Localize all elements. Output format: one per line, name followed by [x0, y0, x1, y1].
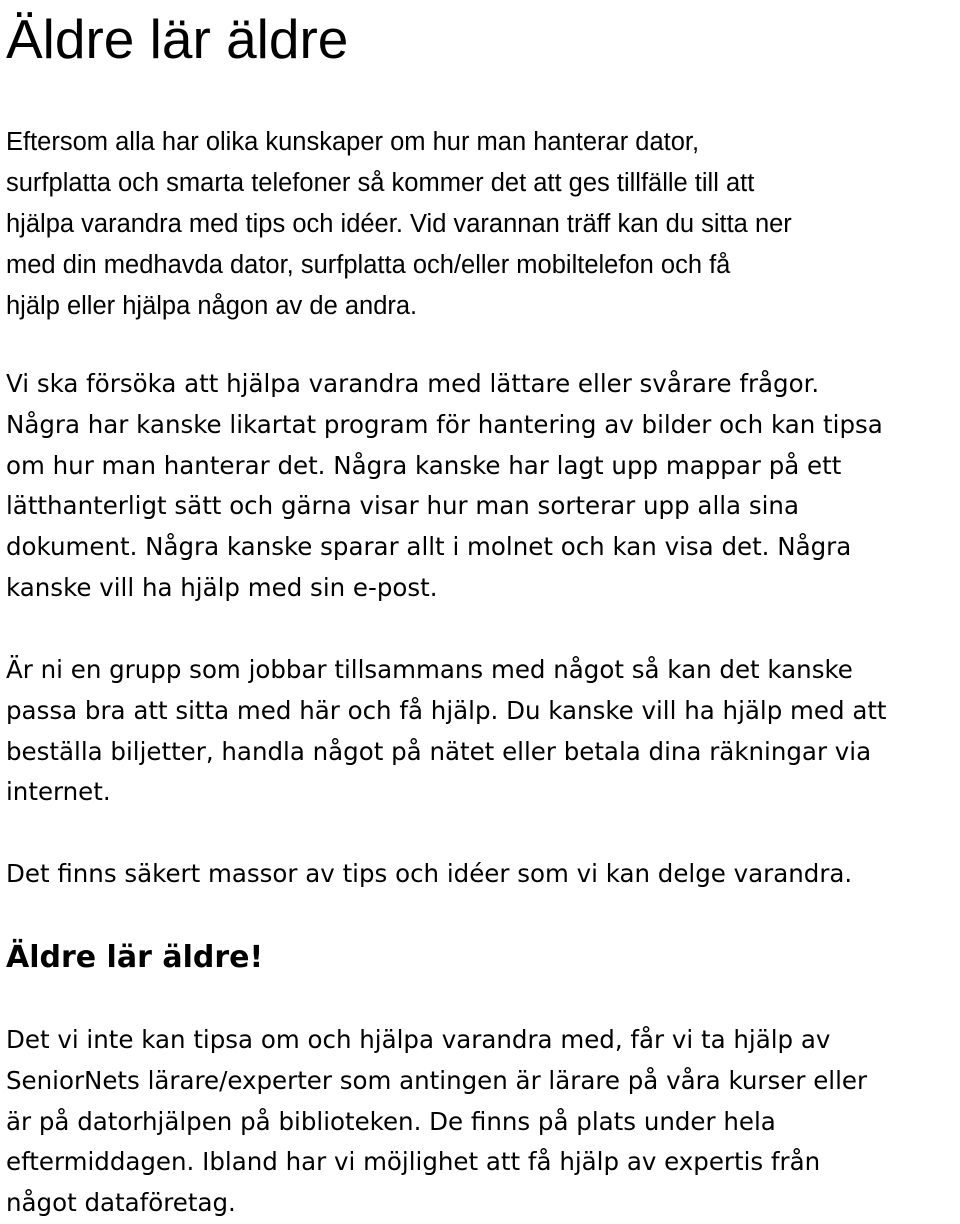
paragraph-line: Det vi inte kan tipsa om och hjälpa varandra med, får vi ta hjälp av	[6, 1025, 831, 1054]
paragraph-line: Eftersom alla har olika kunskaper om hur man hanterar dator,	[6, 128, 700, 156]
paragraph-line: passa bra att sitta med här och få hjälp. Du kanske vill ha hjälp med att	[6, 695, 887, 725]
document-title: Äldre lär äldre	[6, 8, 349, 70]
paragraph-help-each-other	[6, 364, 883, 609]
paragraph-experts	[6, 1020, 867, 1224]
paragraph-line: med din medhavda dator, surfplatta och/eller mobiltelefon och få	[6, 251, 731, 279]
paragraph-line: SeniorNets lärare/experter som antingen är lärare på våra kurser eller	[6, 1065, 868, 1095]
paragraph-line: internet.	[6, 777, 111, 807]
paragraph-line: något dataföretag.	[6, 1188, 236, 1218]
paragraph-line: eftermiddagen. Ibland har vi möjlighet att få hjälp av expertis från	[6, 1147, 821, 1177]
paragraph-line: är på datorhjälpen på biblioteken. De finns på plats under hela	[6, 1106, 776, 1136]
paragraph-line: Några har kanske likartat program för hantering av bilder och kan tipsa	[6, 409, 883, 439]
paragraph-line: dokument. Några kanske sparar allt i molnet och kan visa det. Några	[6, 532, 852, 562]
subheading: Äldre lär äldre!	[6, 940, 264, 975]
paragraph-tips	[6, 854, 852, 895]
paragraph-line: beställa biljetter, handla något på nätet eller betala dina räkningar via	[6, 736, 872, 766]
paragraph-line: hjälpa varandra med tips och idéer. Vid varannan träff kan du sitta ner	[6, 210, 792, 238]
paragraph-intro	[6, 122, 792, 327]
paragraph-groups	[6, 650, 887, 813]
paragraph-line: hjälp eller hjälpa någon av de andra.	[6, 292, 418, 320]
paragraph-line: Är ni en grupp som jobbar tillsammans med något så kan det kanske	[6, 655, 853, 684]
paragraph-line: surfplatta och smarta telefoner så kommer det att ges tillfälle till att	[6, 169, 755, 197]
paragraph-line: Det finns säkert massor av tips och idéer som vi kan delge varandra.	[6, 859, 853, 888]
paragraph-line: om hur man hanterar det. Några kanske har lagt upp mappar på ett	[6, 450, 842, 480]
paragraph-line: lätthanterligt sätt och gärna visar hur man sorterar upp alla sina	[6, 491, 799, 521]
paragraph-line: kanske vill ha hjälp med sin e-post.	[6, 572, 438, 602]
paragraph-line: Vi ska försöka att hjälpa varandra med lättare eller svårare frågor.	[6, 369, 820, 398]
